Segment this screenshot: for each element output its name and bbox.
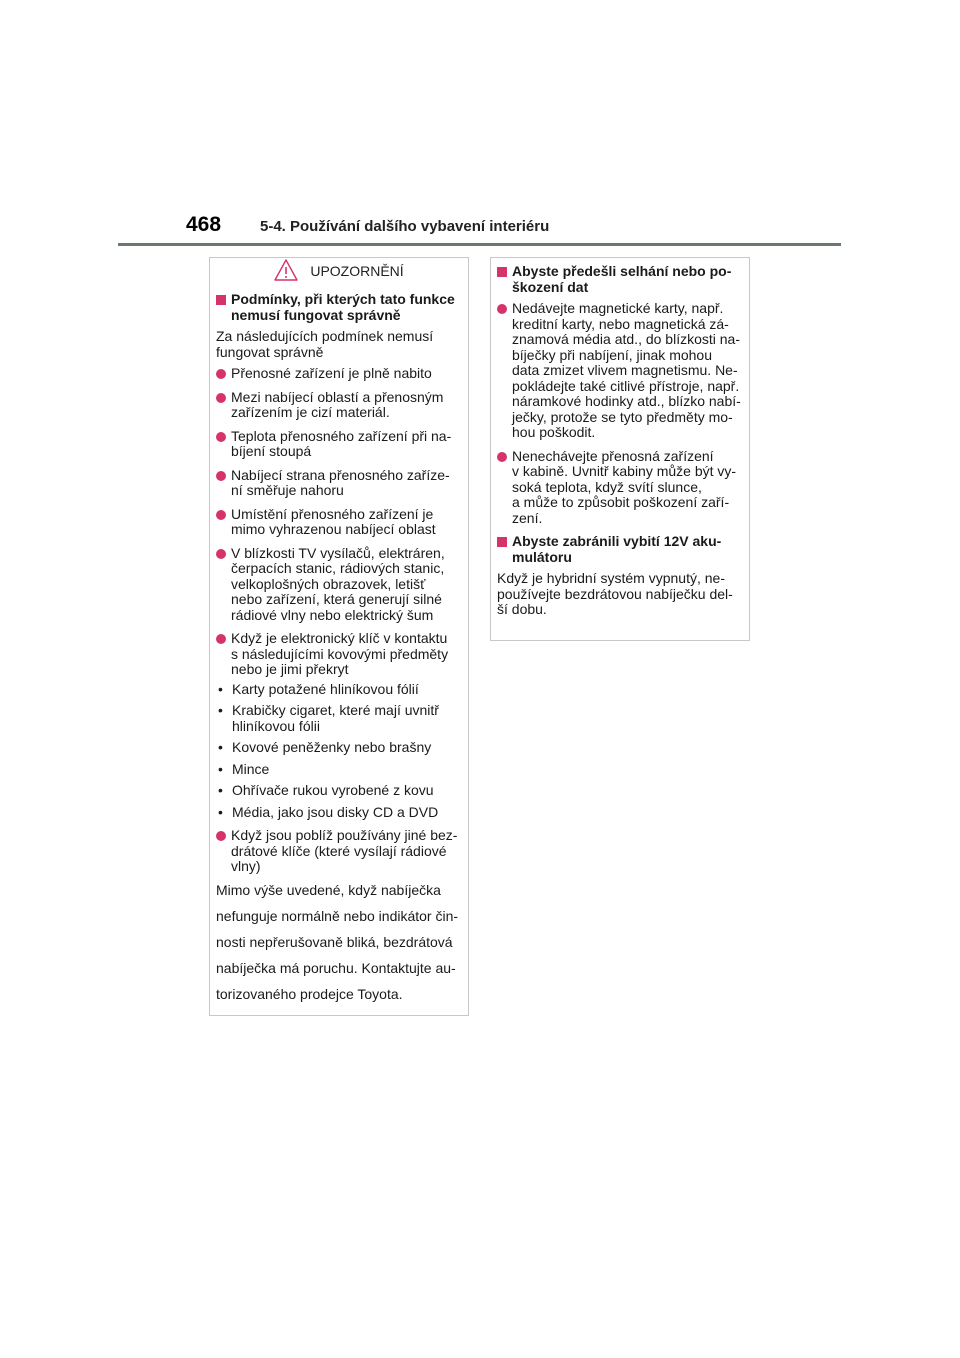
section-heading: Podmínky, při kterých tato funkce nemusí fungovat správně	[216, 292, 462, 323]
list-item: Mezi nabíjecí oblastí a přenosným zařízením je cizí materiál.	[216, 390, 462, 421]
dot-bullet-icon	[216, 369, 226, 379]
sub-list-item: • Karty potažené hliníkovou fólií	[218, 680, 419, 697]
dot-bullet-icon	[497, 304, 507, 314]
list-item: Když je elektronický klíč v kontaktu s následujícími kovovými předměty nebo je jimi překryt	[216, 631, 462, 678]
list-item: Nenechávejte přenosná zařízení v kabině. Uvnitř kabiny může být vy- soká teplota, když svítí slunce, a může to způsobit poškození zaří- zení.	[497, 449, 743, 527]
dot-bullet-icon	[497, 452, 507, 462]
list-item: Nedávejte magnetické karty, např. kreditní karty, nebo magnetická zá- znamová média atd., do blízkosti na- bíječky při nabíjení, jinak mohou data zmizet vlivem magnetismu. Ne- pokládejte také citlivé přístroje, např. náramkové hodinky atd., blízko nabí- ječky, protože se tyto předměty mo- hou poškodit.	[497, 301, 743, 441]
closing-text: Mimo výše uvedené, když nabíječka nefunguje normálně nebo indikátor čin- nosti nepřerušovaně bliká, bezdrátová nabíječka má poruchu. Kontaktujte au- torizovaného prodejce Toyota.	[216, 881, 459, 1002]
section-title: 5-4. Používání dalšího vybavení interiéru	[260, 218, 550, 235]
square-bullet-icon	[497, 537, 507, 547]
square-bullet-icon	[497, 267, 507, 277]
dot-bullet-icon	[216, 432, 226, 442]
dot-bullet-icon	[216, 471, 226, 481]
caution-label: UPOZORNĚNÍ	[310, 263, 404, 280]
header-rule	[118, 243, 841, 246]
list-item: Umístění přenosného zařízení je mimo vyhrazenou nabíjecí oblast	[216, 507, 462, 538]
page-number: 468	[186, 213, 222, 236]
sub-list-item: • Ohřívače rukou vyrobené z kovu	[218, 782, 434, 798]
body-text: Když je hybridní systém vypnutý, ne- používejte bezdrátovou nabíječku del- ší dobu.	[497, 570, 733, 617]
caution-box-left	[209, 257, 469, 1016]
square-bullet-icon	[216, 295, 226, 305]
sub-list-item: • Mince	[218, 760, 270, 777]
sub-list-item: • Kovové peněženky nebo brašny	[218, 739, 432, 755]
section-heading: Abyste předešli selhání nebo po- škození dat	[497, 264, 743, 295]
section-heading: Abyste zabránili vybití 12V aku- mulátoru	[497, 534, 743, 565]
caution-box-right	[490, 257, 750, 641]
list-item: Nabíjecí strana přenosného zaříze- ní směřuje nahoru	[216, 468, 462, 499]
dot-bullet-icon	[216, 393, 226, 403]
list-item: V blízkosti TV vysílačů, elektráren, čerpacích stanic, rádiových stanic, velkoplošných obrazovek, letišť nebo zařízení, která generují silné rádiové vlny nebo elektrický šum	[216, 546, 462, 624]
list-item: Teplota přenosného zařízení při na- bíjení stoupá	[216, 429, 462, 460]
list-item: Když jsou poblíž používány jiné bez- drátové klíče (které vysílají rádiové vlny)	[216, 828, 462, 875]
dot-bullet-icon	[216, 634, 226, 644]
list-item: Přenosné zařízení je plně nabito	[216, 366, 462, 382]
warning-triangle-icon	[274, 259, 298, 285]
sub-list-item: • Krabičky cigaret, které mají uvnitř hliníkovou fólii	[218, 702, 439, 734]
caution-header	[216, 258, 462, 286]
dot-bullet-icon	[216, 831, 226, 841]
sub-list-item: • Média, jako jsou disky CD a DVD	[218, 803, 439, 820]
dot-bullet-icon	[216, 549, 226, 559]
intro-text: Za následujících podmínek nemusí fungovat správně	[216, 328, 434, 360]
dot-bullet-icon	[216, 510, 226, 520]
